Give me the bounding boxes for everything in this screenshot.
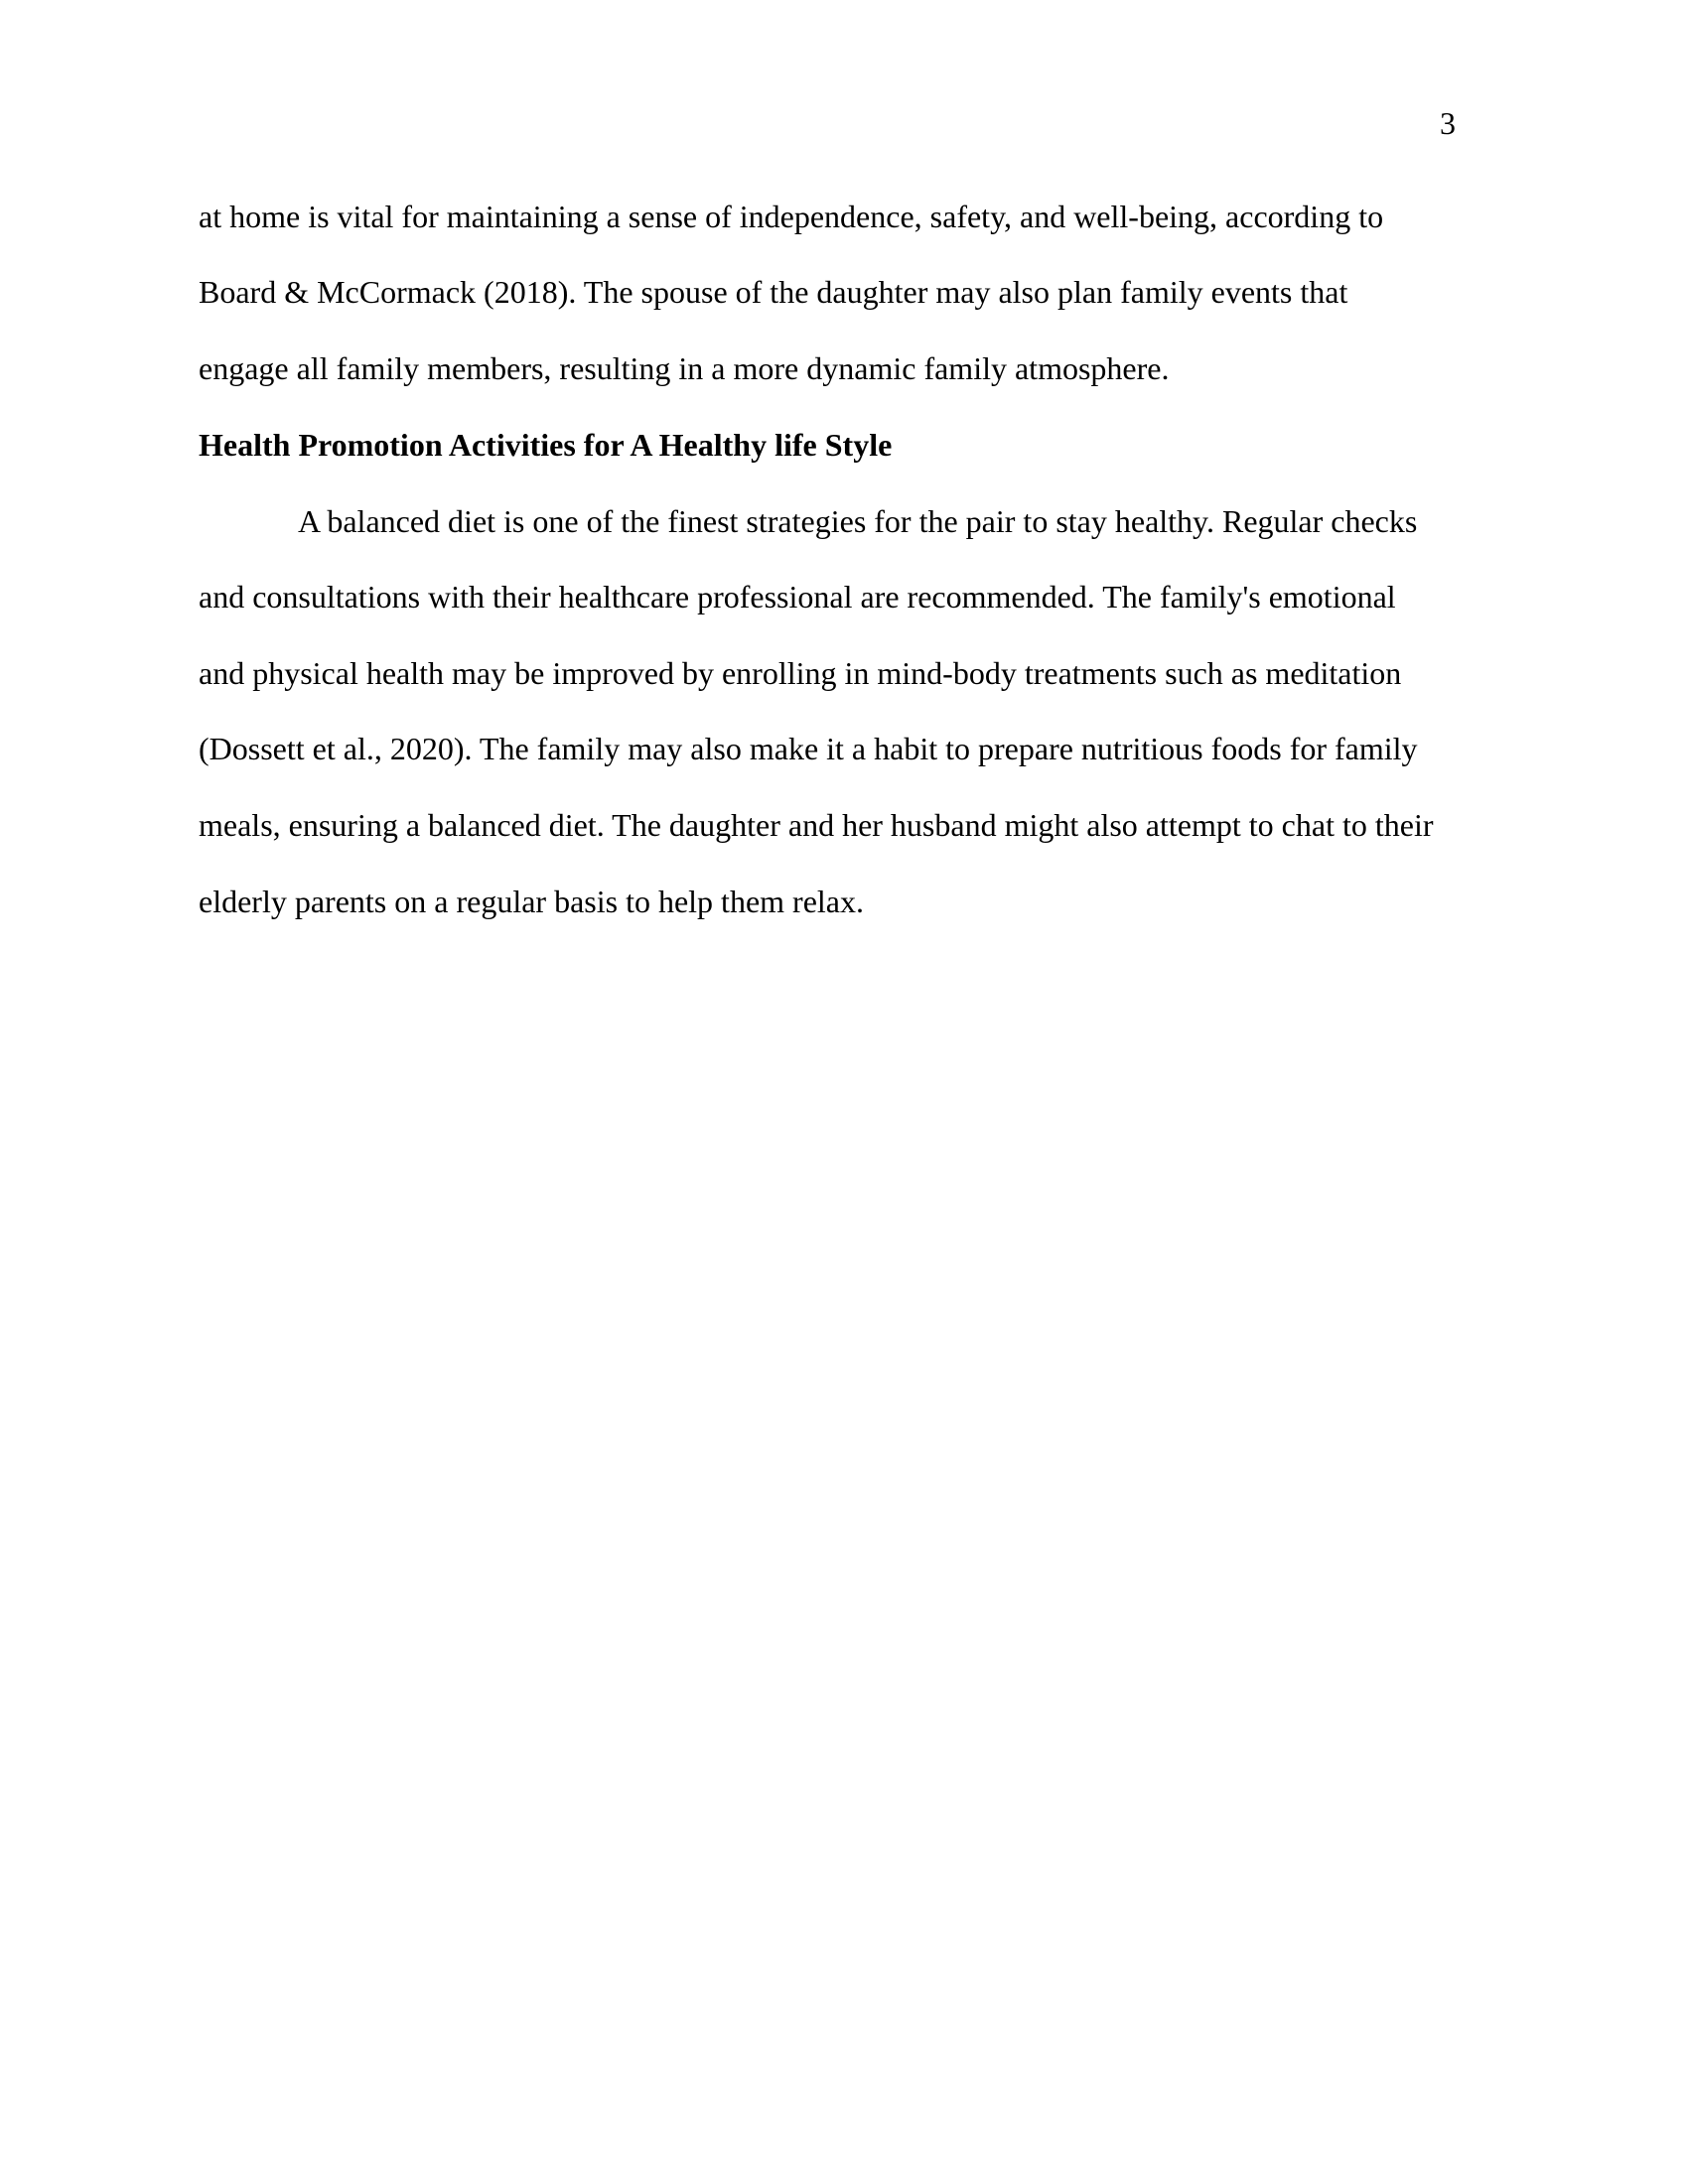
paragraph-line: at home is vital for maintaining a sense of independence, safety, and well-being, according to — [199, 199, 1384, 234]
paragraph-line: and physical health may be improved by enrolling in mind-body treatments such as meditation — [199, 655, 1402, 691]
paragraph-line: (Dossett et al., 2020). The family may also make it a habit to prepare nutritious foods for family — [199, 731, 1418, 766]
paragraph-line: and consultations with their healthcare professional are recommended. The family's emotional — [199, 579, 1396, 614]
paragraph-line: engage all family members, resulting in a more dynamic family atmosphere. — [199, 350, 1170, 386]
section-heading: Health Promotion Activities for A Healthy life Style — [199, 427, 893, 463]
paragraph-line: A balanced diet is one of the finest strategies for the pair to stay healthy. Regular checks — [298, 503, 1418, 539]
paragraph-line: elderly parents on a regular basis to help them relax. — [199, 884, 864, 919]
paragraph-line: meals, ensuring a balanced diet. The daughter and her husband might also attempt to chat to their — [199, 807, 1434, 843]
page-number: 3 — [1440, 105, 1456, 141]
paragraph-line: Board & McCormack (2018). The spouse of the daughter may also plan family events that — [199, 274, 1348, 310]
